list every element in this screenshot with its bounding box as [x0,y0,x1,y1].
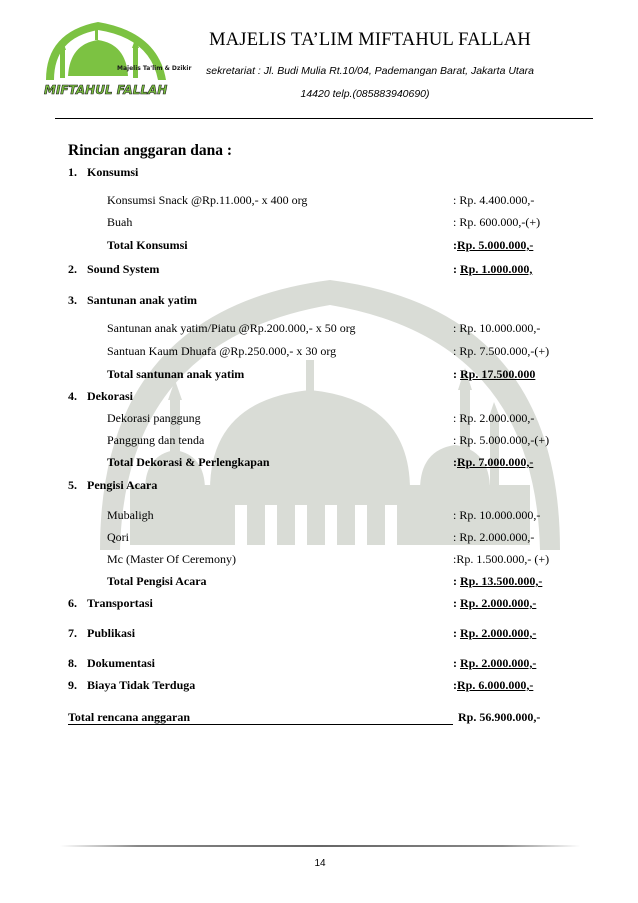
item-amount: : Rp. 5.000.000,-(+) [453,433,550,447]
total-value: Rp. 13.500.000,- [460,574,543,588]
organization-name: MAJELIS TA’LIM MIFTAHUL FALLAH [209,30,531,50]
item-amount: : Rp. 600.000,-(+) [453,215,541,229]
section-heading: Biaya Tidak Terduga [87,678,196,692]
total-amount [453,367,535,382]
total-value: Rp. 17.500.000 [460,367,536,381]
total-amount [453,238,533,253]
total-value: Rp. 7.000.000,- [457,455,534,469]
total-value: Rp. 5.000.000,- [457,238,534,252]
section-number: 3. [68,293,77,307]
total-prefix: : [453,455,457,469]
section-number: 7. [68,626,77,640]
page-number: 14 [314,858,326,869]
item-amount: : Rp. 2.000.000,- [453,530,535,544]
section-number: 1. [68,165,77,179]
item-label: Panggung dan tenda [107,433,205,447]
amount-value: Rp. 1.000.000, [460,262,533,276]
total-label: Total Konsumsi [107,238,188,252]
section-amount [453,262,532,277]
item-label: Santuan Kaum Dhuafa @Rp.250.000,- x 30 org [107,344,337,358]
section-number: 6. [68,596,77,610]
grand-total-amount: Rp. 56.900.000,- [458,710,541,724]
section-number: 5. [68,478,77,492]
amount-value: Rp. 2.000.000,- [460,626,537,640]
logo-main-text: MIFTAHUL FALLAH [44,83,168,97]
item-label: Konsumsi Snack @Rp.11.000,- x 400 org [107,193,308,207]
section-heading: Publikasi [87,626,136,640]
amount-prefix: : [453,626,460,640]
total-amount [453,574,542,589]
item-amount: : Rp. 2.000.000,- [453,411,535,425]
total-label: Total Pengisi Acara [107,574,207,588]
item-label: Santunan anak yatim/Piatu @Rp.200.000,- x 50 org [107,321,356,335]
amount-value: Rp. 6.000.000,- [457,678,534,692]
address-line-2: 14420 telp.(085883940690) [300,88,430,100]
total-prefix: : [453,367,460,381]
section-number: 8. [68,656,77,670]
item-label: Dekorasi panggung [107,411,201,425]
item-amount: : Rp. 10.000.000,- [453,321,541,335]
total-amount [453,455,533,470]
item-label: Mubaligh [107,508,154,522]
organization-logo [38,14,192,100]
item-amount: :Rp. 1.500.000,- (+) [453,552,550,566]
item-label: Buah [107,215,133,229]
total-prefix: : [453,574,460,588]
section-amount [453,678,533,693]
section-number: 9. [68,678,77,692]
item-label: Mc (Master Of Ceremony) [107,552,236,566]
header-divider [55,118,593,119]
section-heading: Konsumsi [87,165,139,179]
amount-prefix: : [453,596,460,610]
item-label: Qori [107,530,129,544]
section-heading: Dekorasi [87,389,133,403]
amount-value: Rp. 2.000.000,- [460,596,537,610]
section-heading: Pengisi Acara [87,478,158,492]
amount-prefix: : [453,656,460,670]
section-amount [453,626,536,641]
section-amount [453,656,536,671]
section-number: 2. [68,262,77,276]
item-amount: : Rp. 7.500.000,-(+) [453,344,550,358]
total-label: Total Dekorasi & Perlengkapan [107,455,270,469]
section-heading: Transportasi [87,596,153,610]
grand-total-label: Total rencana anggaran [68,710,453,725]
section-heading: Santunan anak yatim [87,293,198,307]
amount-prefix: : [453,678,457,692]
amount-prefix: : [453,262,460,276]
section-heading: Sound System [87,262,160,276]
total-prefix: : [453,238,457,252]
logo-subtitle: Majelis Ta'lim & Dzikir [117,65,192,72]
item-amount: : Rp. 4.400.000,- [453,193,535,207]
address-line-1: sekretariat : Jl. Budi Mulia Rt.10/04, Pademangan Barat, Jakarta Utara [206,65,534,77]
page-title: Rincian anggaran dana : [68,142,233,159]
section-heading: Dokumentasi [87,656,156,670]
footer-divider [60,845,580,847]
item-amount: : Rp. 10.000.000,- [453,508,541,522]
section-number: 4. [68,389,77,403]
total-label: Total santunan anak yatim [107,367,245,381]
amount-value: Rp. 2.000.000,- [460,656,537,670]
section-amount [453,596,536,611]
